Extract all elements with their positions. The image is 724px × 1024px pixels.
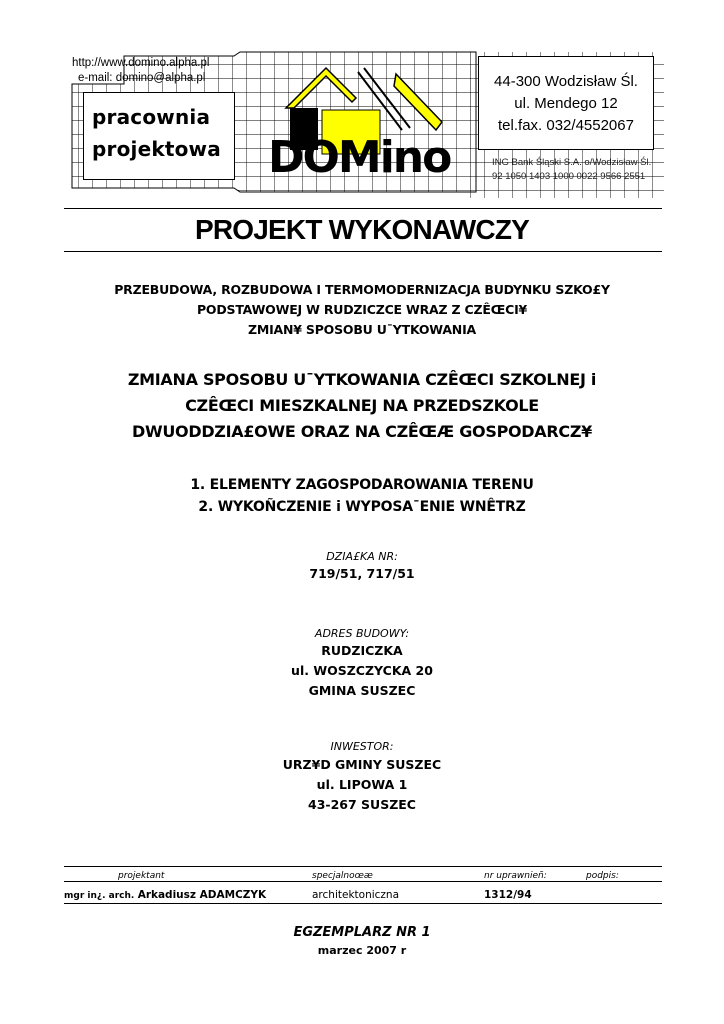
site-address-line: RUDZICZKA — [321, 643, 403, 658]
bank-line1: ING Bank Śląski S.A. o/Wodzisław Śl. — [492, 157, 652, 168]
table-top-rule — [64, 866, 662, 867]
document-title: PROJEKT WYKONAWCZY — [194, 214, 530, 245]
project-subtitle — [0, 280, 724, 340]
address-box — [478, 56, 654, 150]
subtitle-line: PRZEBUDOWA, ROZBUDOWA I TERMOMODERNIZACJA BUDYNKU SZKO£Y — [114, 282, 610, 297]
site-address-line: GMINA SUSZEC — [308, 683, 416, 698]
element-line: 2. WYKOÑCZENIE i WYPOSA¯ENIE WNÊTRZ — [198, 499, 526, 515]
project-elements — [0, 474, 724, 518]
header-specialty: specjalnoœæ — [312, 871, 373, 881]
bank-account: 92 1050 1403 1000 0022 9566 2551 — [492, 171, 646, 182]
designer-cell — [64, 889, 266, 901]
site-address-line: ul. WOSZCZYCKA 20 — [291, 663, 433, 678]
table-header-rule — [64, 881, 662, 882]
subtitle-line: PODSTAWOWEJ W RUDZICZCE WRAZ Z CZÊŒCI¥ — [196, 302, 528, 317]
license-cell: 1312/94 — [484, 889, 532, 901]
copy-number: EGZEMPLARZ NR 1 — [293, 925, 431, 940]
specialty-cell: architektoniczna — [312, 889, 400, 901]
site-address — [0, 641, 724, 701]
investor-line: URZ¥D GMINY SUSZEC — [282, 757, 442, 772]
website-url: http://www.domino.alpha.pl — [72, 57, 210, 69]
studio-label-box — [83, 92, 235, 180]
investor-line: 43-267 SUSZEC — [308, 797, 416, 812]
investor — [0, 755, 724, 815]
element-line: 1. ELEMENTY ZAGOSPODAROWANIA TERENU — [190, 477, 534, 493]
plot-label: DZIA£KA NR: — [326, 550, 398, 563]
divider-title — [64, 251, 662, 252]
letterhead — [64, 50, 664, 200]
scope-line: ZMIANA SPOSOBU U¯YTKOWANIA CZÊŒCI SZKOLNEJ i — [127, 370, 597, 389]
bank-info — [492, 156, 668, 184]
designer-name: Arkadiusz ADAMCZYK — [137, 889, 267, 901]
site-address-label: ADRES BUDOWY: — [314, 627, 410, 640]
address-line1: 44-300 Wodzisław Śl. — [494, 73, 638, 90]
table-bottom-rule — [64, 903, 662, 904]
header-designer: projektant — [118, 871, 165, 881]
studio-label-line1: pracownia — [92, 105, 211, 129]
header-signature: podpis: — [586, 871, 619, 881]
divider-top — [64, 208, 662, 209]
scope-line: CZÊŒCI MIESZKALNEJ NA PRZEDSZKOLE — [185, 396, 539, 415]
plot-number: 719/51, 717/51 — [309, 566, 415, 581]
studio-label-line2: projektowa — [92, 137, 221, 161]
issue-date: marzec 2007 r — [317, 944, 407, 957]
address-line2: ul. Mendego 12 — [514, 95, 618, 112]
scope-line: DWUODDZIA£OWE ORAZ NA CZÊŒÆ GOSPODARCZ¥ — [132, 422, 592, 441]
email-address: e-mail: domino@alpha.pl — [78, 72, 206, 84]
investor-line: ul. LIPOWA 1 — [316, 777, 408, 792]
investor-label: INWESTOR: — [330, 740, 394, 753]
logo-wordmark: DOMino — [268, 132, 451, 183]
project-scope — [0, 367, 724, 445]
designer-title: mgr in¿. arch. — [64, 891, 135, 901]
header-license: nr uprawnieñ: — [484, 871, 547, 881]
address-line3: tel.fax. 032/4552067 — [498, 117, 634, 134]
subtitle-line: ZMIAN¥ SPOSOBU U¯YTKOWANIA — [247, 322, 476, 337]
